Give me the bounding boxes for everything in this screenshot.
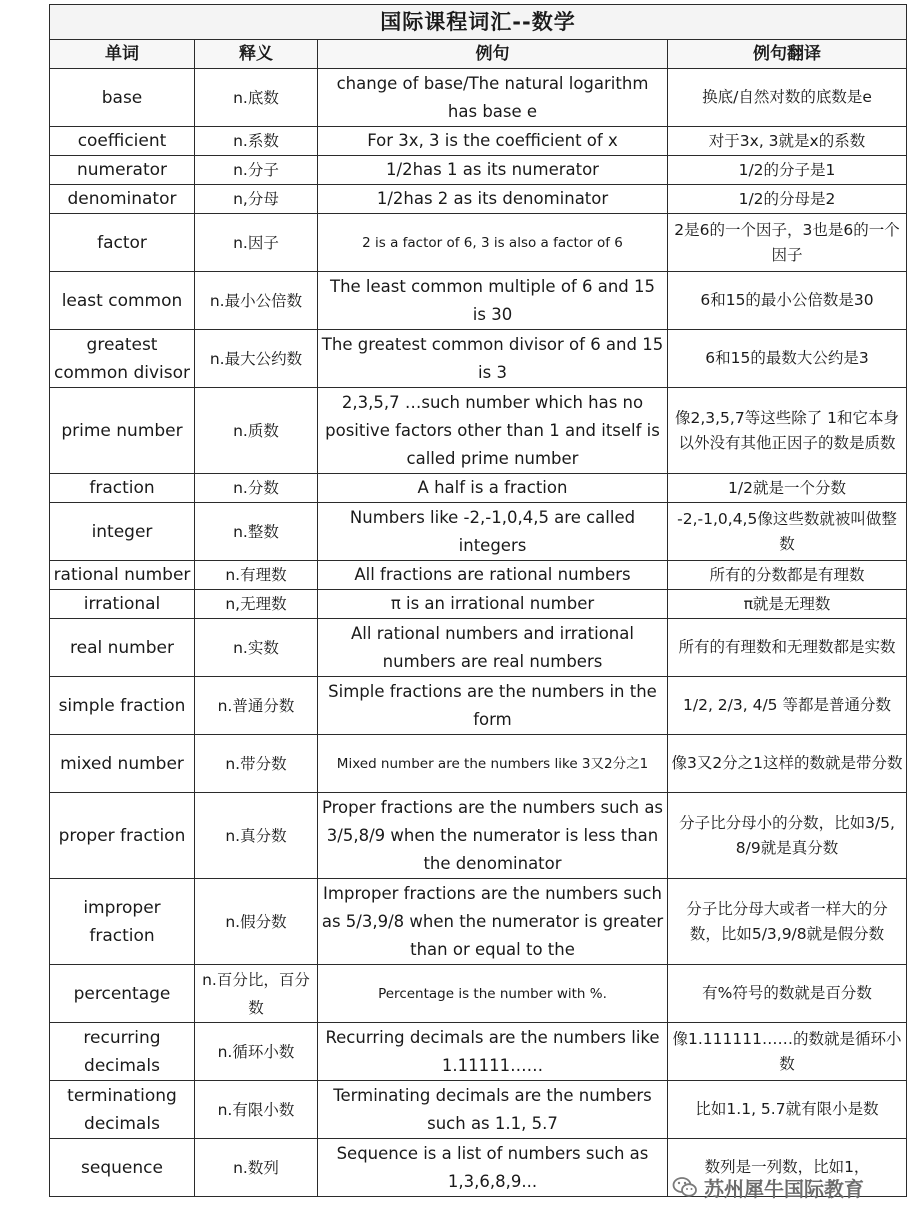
meaning-cell: n.最大公约数: [195, 330, 318, 388]
example-cell: change of base/The natural logarithm has base e: [318, 69, 668, 127]
table-row: [50, 879, 907, 965]
table-row: [50, 735, 907, 793]
table-row: [50, 1081, 907, 1139]
meaning-cell: n.整数: [195, 503, 318, 561]
example-cell: 1/2has 2 as its denominator: [318, 185, 668, 214]
translation-cell: -2,-1,0,4,5像这些数就被叫做整数: [668, 503, 907, 561]
translation-cell: 像3又2分之1这样的数就是带分数: [668, 735, 907, 793]
meaning-cell: n.普通分数: [195, 677, 318, 735]
example-cell: Mixed number are the numbers like 3又2分之1: [318, 735, 668, 793]
word-cell: sequence: [50, 1139, 195, 1197]
example-cell: Percentage is the number with %.: [318, 965, 668, 1023]
table-row: [50, 793, 907, 879]
header-word: 单词: [50, 40, 195, 69]
table-row: [50, 619, 907, 677]
example-cell: Recurring decimals are the numbers like 1.11111……: [318, 1023, 668, 1081]
example-cell: All fractions are rational numbers: [318, 561, 668, 590]
meaning-cell: n,无理数: [195, 590, 318, 619]
meaning-cell: n.实数: [195, 619, 318, 677]
word-cell: greatest common divisor: [50, 330, 195, 388]
translation-cell: 数列是一列数，比如1，: [668, 1139, 907, 1197]
vocabulary-table: [49, 4, 907, 1197]
vocabulary-sheet: [49, 4, 906, 1197]
translation-cell: 1/2的分母是2: [668, 185, 907, 214]
table-row: [50, 1023, 907, 1081]
table-row: [50, 503, 907, 561]
translation-cell: 6和15的最数大公约是3: [668, 330, 907, 388]
meaning-cell: n.因子: [195, 214, 318, 272]
watermark: [672, 1173, 864, 1201]
translation-cell: 6和15的最小公倍数是30: [668, 272, 907, 330]
word-cell: coefficient: [50, 127, 195, 156]
meaning-cell: n.百分比，百分数: [195, 965, 318, 1023]
example-cell: For 3x, 3 is the coefficient of x: [318, 127, 668, 156]
translation-cell: 所有的有理数和无理数都是实数: [668, 619, 907, 677]
meaning-cell: n.系数: [195, 127, 318, 156]
example-cell: A half is a fraction: [318, 474, 668, 503]
word-cell: fraction: [50, 474, 195, 503]
header-meaning: 释义: [195, 40, 318, 69]
meaning-cell: n.质数: [195, 388, 318, 474]
example-cell: 1/2has 1 as its numerator: [318, 156, 668, 185]
translation-cell: 有%符号的数就是百分数: [668, 965, 907, 1023]
translation-cell: 像2,3,5,7等这些除了 1和它本身以外没有其他正因子的数是质数: [668, 388, 907, 474]
word-cell: base: [50, 69, 195, 127]
word-cell: factor: [50, 214, 195, 272]
meaning-cell: n.底数: [195, 69, 318, 127]
translation-cell: 1/2的分子是1: [668, 156, 907, 185]
meaning-cell: n.真分数: [195, 793, 318, 879]
table-row: [50, 156, 907, 185]
example-cell: Terminating decimals are the numbers such as 1.1, 5.7: [318, 1081, 668, 1139]
translation-cell: 分子比分母大或者一样大的分数，比如5/3,9/8就是假分数: [668, 879, 907, 965]
table-row: [50, 474, 907, 503]
translation-cell: 比如1.1, 5.7就有限小是数: [668, 1081, 907, 1139]
example-cell: 2,3,5,7 …such number which has no positive factors other than 1 and itself is called prime number: [318, 388, 668, 474]
wechat-icon: [672, 1174, 698, 1200]
word-cell: real number: [50, 619, 195, 677]
header-example: 例句: [318, 40, 668, 69]
translation-cell: π就是无理数: [668, 590, 907, 619]
example-cell: Simple fractions are the numbers in the form: [318, 677, 668, 735]
example-cell: π is an irrational number: [318, 590, 668, 619]
table-row: [50, 69, 907, 127]
table-row: [50, 388, 907, 474]
meaning-cell: n.分数: [195, 474, 318, 503]
table-title: 国际课程词汇--数学: [50, 5, 907, 40]
table-row: [50, 561, 907, 590]
meaning-cell: n.循环小数: [195, 1023, 318, 1081]
word-cell: prime number: [50, 388, 195, 474]
translation-cell: 换底/自然对数的底数是e: [668, 69, 907, 127]
word-cell: irrational: [50, 590, 195, 619]
word-cell: integer: [50, 503, 195, 561]
word-cell: denominator: [50, 185, 195, 214]
meaning-cell: n.有理数: [195, 561, 318, 590]
example-cell: Numbers like -2,-1,0,4,5 are called integers: [318, 503, 668, 561]
translation-cell: 1/2就是一个分数: [668, 474, 907, 503]
translation-cell: 对于3x, 3就是x的系数: [668, 127, 907, 156]
word-cell: least common: [50, 272, 195, 330]
translation-cell: 1/2, 2/3, 4/5 等都是普通分数: [668, 677, 907, 735]
example-cell: The least common multiple of 6 and 15 is 30: [318, 272, 668, 330]
example-cell: Proper fractions are the numbers such as 3/5,8/9 when the numerator is less than the denominator: [318, 793, 668, 879]
word-cell: proper fraction: [50, 793, 195, 879]
meaning-cell: n.假分数: [195, 879, 318, 965]
example-cell: Sequence is a list of numbers such as 1,3,6,8,9...: [318, 1139, 668, 1197]
word-cell: numerator: [50, 156, 195, 185]
word-cell: rational number: [50, 561, 195, 590]
word-cell: recurring decimals: [50, 1023, 195, 1081]
example-cell: 2 is a factor of 6, 3 is also a factor of 6: [318, 214, 668, 272]
table-row: [50, 127, 907, 156]
header-translation: 例句翻译: [668, 40, 907, 69]
word-cell: simple fraction: [50, 677, 195, 735]
table-row: [50, 214, 907, 272]
example-cell: The greatest common divisor of 6 and 15 is 3: [318, 330, 668, 388]
meaning-cell: n.分子: [195, 156, 318, 185]
example-cell: All rational numbers and irrational numbers are real numbers: [318, 619, 668, 677]
translation-cell: 所有的分数都是有理数: [668, 561, 907, 590]
watermark-text: 苏州犀牛国际教育: [704, 1176, 864, 1201]
meaning-cell: n.带分数: [195, 735, 318, 793]
word-cell: improper fraction: [50, 879, 195, 965]
word-cell: percentage: [50, 965, 195, 1023]
table-row: [50, 677, 907, 735]
table-row: [50, 330, 907, 388]
word-cell: mixed number: [50, 735, 195, 793]
meaning-cell: n.数列: [195, 1139, 318, 1197]
meaning-cell: n,分母: [195, 185, 318, 214]
table-row: [50, 590, 907, 619]
translation-cell: 分子比分母小的分数，比如3/5, 8/9就是真分数: [668, 793, 907, 879]
table-row: [50, 272, 907, 330]
table-row: [50, 965, 907, 1023]
meaning-cell: n.最小公倍数: [195, 272, 318, 330]
word-cell: terminationg decimals: [50, 1081, 195, 1139]
translation-cell: 2是6的一个因子，3也是6的一个因子: [668, 214, 907, 272]
translation-cell: 像1.111111……的数就是循环小数: [668, 1023, 907, 1081]
table-row: [50, 185, 907, 214]
meaning-cell: n.有限小数: [195, 1081, 318, 1139]
example-cell: Improper fractions are the numbers such as 5/3,9/8 when the numerator is greater than or equal to the: [318, 879, 668, 965]
